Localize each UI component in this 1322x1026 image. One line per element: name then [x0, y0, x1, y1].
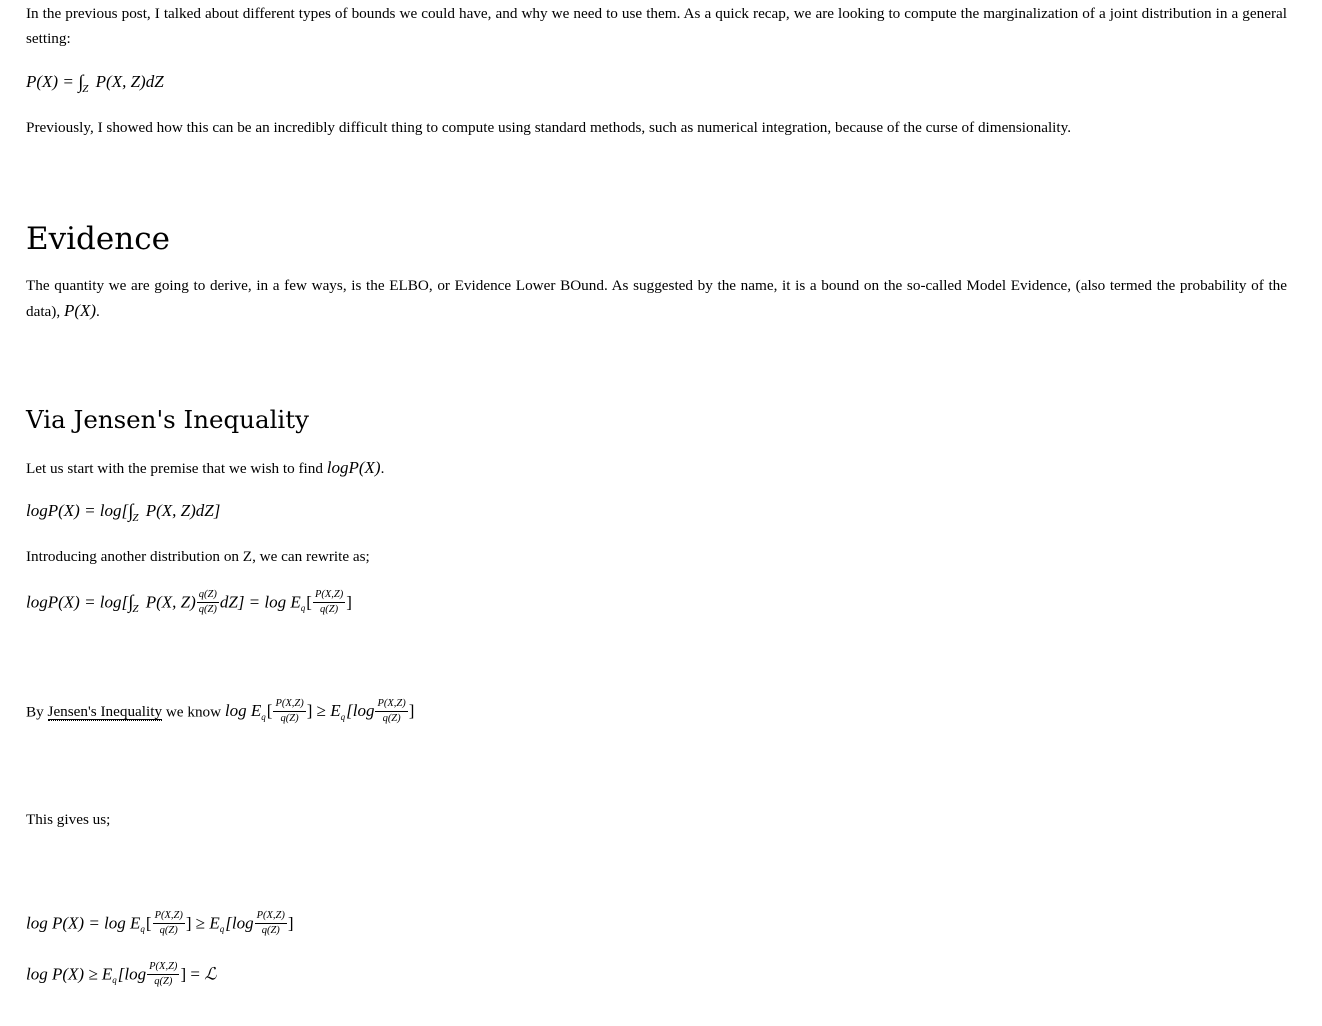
bound-equation: $\log P(X) = \log E_q$[ $\frac{P(X,Z)}{q(Z)}$ ] ≥ $E_q[\log$ $\frac{P(X,Z)}{q(Z)}$ ]: [26, 910, 294, 936]
evidence-text: The quantity we are going to derive, in a few ways, is the ELBO, or Evidence Lower BOund. As suggested by the name, it is a bound on the so-called Model Evidence, (also termed the probability of the data),: [26, 277, 1287, 320]
we-know-text: we know: [162, 703, 225, 721]
eq1-rhs: P(X, Z)dZ]: [141, 501, 221, 520]
jensen-inequality-math: $\log E_q$[ $\frac{P(X,Z)}{q(Z)}$ ] ≥ $E_q[\log$ $\frac{P(X,Z)}{q(Z)}$ ]: [224, 698, 415, 724]
integral-subscript: Z: [132, 512, 139, 524]
premise-text: Let us start with the premise that we wish to find: [26, 460, 327, 477]
jensens-inequality-link[interactable]: Jensen's Inequality: [47, 703, 163, 721]
premise-math: logP(X): [326, 458, 381, 477]
ratio-fraction: $\frac{P(X,Z)}{q(Z)}$: [275, 698, 304, 724]
introducing-paragraph: Introducing another distribution on Z, we can rewrite as;: [26, 548, 370, 565]
integral-subscript: Z: [132, 603, 139, 616]
eq2-after-frac: dZ] = log: [219, 592, 291, 612]
ratio-fraction: $\frac{P(X,Z)}{q(Z)}$: [154, 910, 183, 936]
evidence-heading: Evidence: [26, 221, 170, 257]
eq1-lhs: logP(X) = log[: [26, 501, 129, 520]
evidence-math: P(X): [63, 301, 97, 320]
integral-symbol: ∫: [78, 72, 84, 93]
ratio-fraction: $\frac{P(X,Z)}{q(Z)}$: [256, 910, 285, 936]
jensen-heading: Via Jensen's Inequality: [26, 405, 309, 434]
integral-symbol: ∫: [128, 592, 134, 614]
evidence-paragraph: [26, 273, 1287, 324]
premise-end: .: [380, 460, 385, 477]
jensen-statement: [26, 699, 414, 726]
intro-paragraph: In the previous post, I talked about different types of bounds we could have, and why we need to use them. As a quick recap, we are looking to compute the marginalization of a joint distribution in a general setting:: [26, 5, 1287, 47]
integral-subscript: Z: [82, 83, 89, 95]
gives-paragraph: This gives us;: [26, 811, 111, 828]
elbo-equation: $\log P(X) \ge E_q[\log$ $\frac{P(X,Z)}{q(Z)}$ ] = ℒ: [26, 961, 217, 987]
expectation-subscript: q: [300, 603, 306, 614]
integral-symbol: ∫: [128, 501, 134, 522]
elbo-symbol: ℒ: [204, 964, 217, 985]
marginal-equation: [26, 70, 164, 96]
by-text: By: [26, 703, 48, 721]
eq-lhs: P(X) =: [26, 72, 79, 91]
rewritten-equation: $\log P(X) = \log[\int_Z$ P(X, Z) $\frac{q(Z)}{q(Z)}$ $dZ] = \log E_q$[ $\frac{P(X,Z)}{q(Z)}$ ]: [26, 589, 352, 616]
ratio-fraction: $\frac{P(X,Z)}{q(Z)}$: [314, 589, 344, 615]
previously-paragraph: Previously, I showed how this can be an incredibly difficult thing to compute using standard methods, such as numerical integration, because of the curse of dimensionality.: [26, 119, 1072, 136]
ratio-fraction: $\frac{P(X,Z)}{q(Z)}$: [377, 698, 406, 724]
eq2-lhs: logP(X) = log[: [26, 592, 129, 612]
eq2-mid: P(X, Z): [141, 592, 196, 612]
premise-paragraph: [26, 455, 1287, 481]
eq-rhs: P(X, Z)dZ: [91, 72, 164, 91]
ratio-fraction: $\frac{P(X,Z)}{q(Z)}$: [149, 961, 178, 987]
evidence-end: .: [96, 303, 100, 320]
log-evidence-equation: [26, 499, 220, 525]
expectation-symbol: E: [290, 592, 301, 612]
q-over-q-fraction: $\frac{q(Z)}{q(Z)}$: [198, 589, 217, 615]
